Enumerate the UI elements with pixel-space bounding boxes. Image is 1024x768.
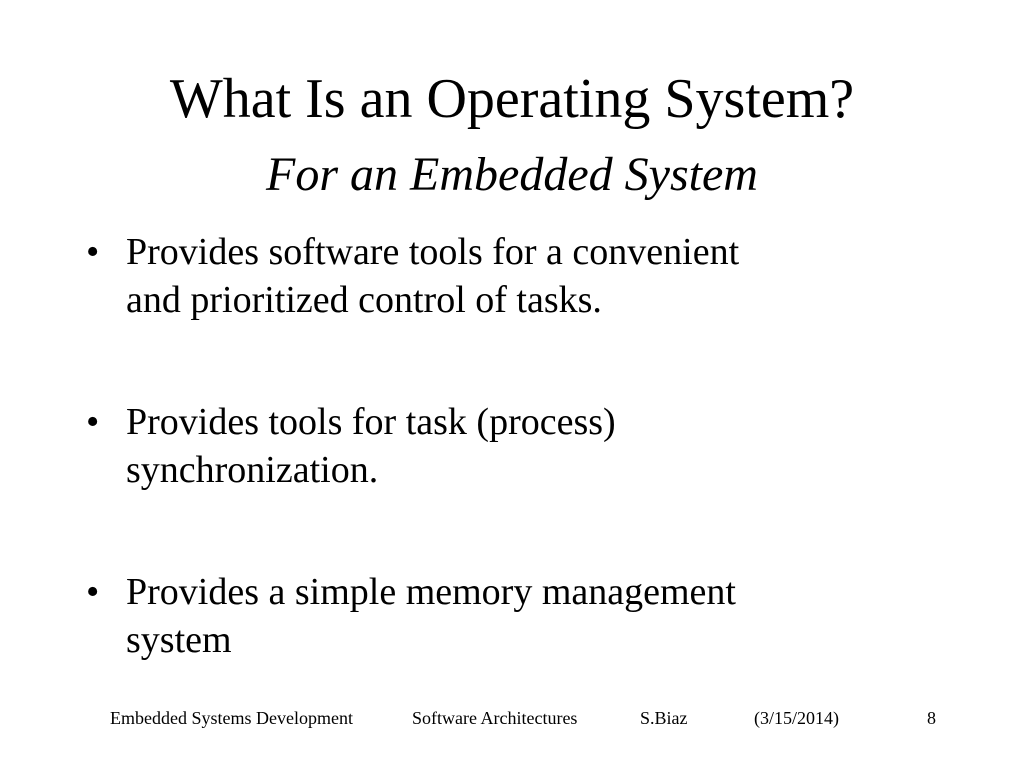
slide-title: What Is an Operating System?	[169, 68, 855, 130]
bullet-list	[86, 228, 946, 664]
bullet-text-line: system	[126, 619, 232, 661]
bullet-text-line: and prioritized control of tasks.	[126, 279, 602, 321]
footer-course: Embedded Systems Development	[110, 708, 353, 728]
bullet-marker: •	[86, 231, 100, 273]
footer-date: (3/15/2014)	[754, 708, 839, 728]
bullet-item	[86, 398, 946, 494]
bullet-marker: •	[86, 401, 100, 443]
bullet-item	[86, 228, 946, 324]
bullet-text-line: Provides software tools for a convenient	[126, 231, 740, 273]
footer-author: S.Biaz	[640, 708, 688, 728]
bullet-text-line: synchronization.	[126, 449, 379, 491]
slide-subtitle: For an Embedded System	[266, 148, 758, 201]
footer-topic: Software Architectures	[412, 708, 578, 728]
bullet-text-line: Provides a simple memory management	[126, 571, 736, 613]
slide-footer	[0, 706, 1024, 730]
footer-page-number: 8	[927, 708, 936, 728]
bullet-item	[86, 568, 946, 664]
bullet-text-line: Provides tools for task (process)	[126, 401, 616, 443]
bullet-marker: •	[86, 571, 100, 613]
